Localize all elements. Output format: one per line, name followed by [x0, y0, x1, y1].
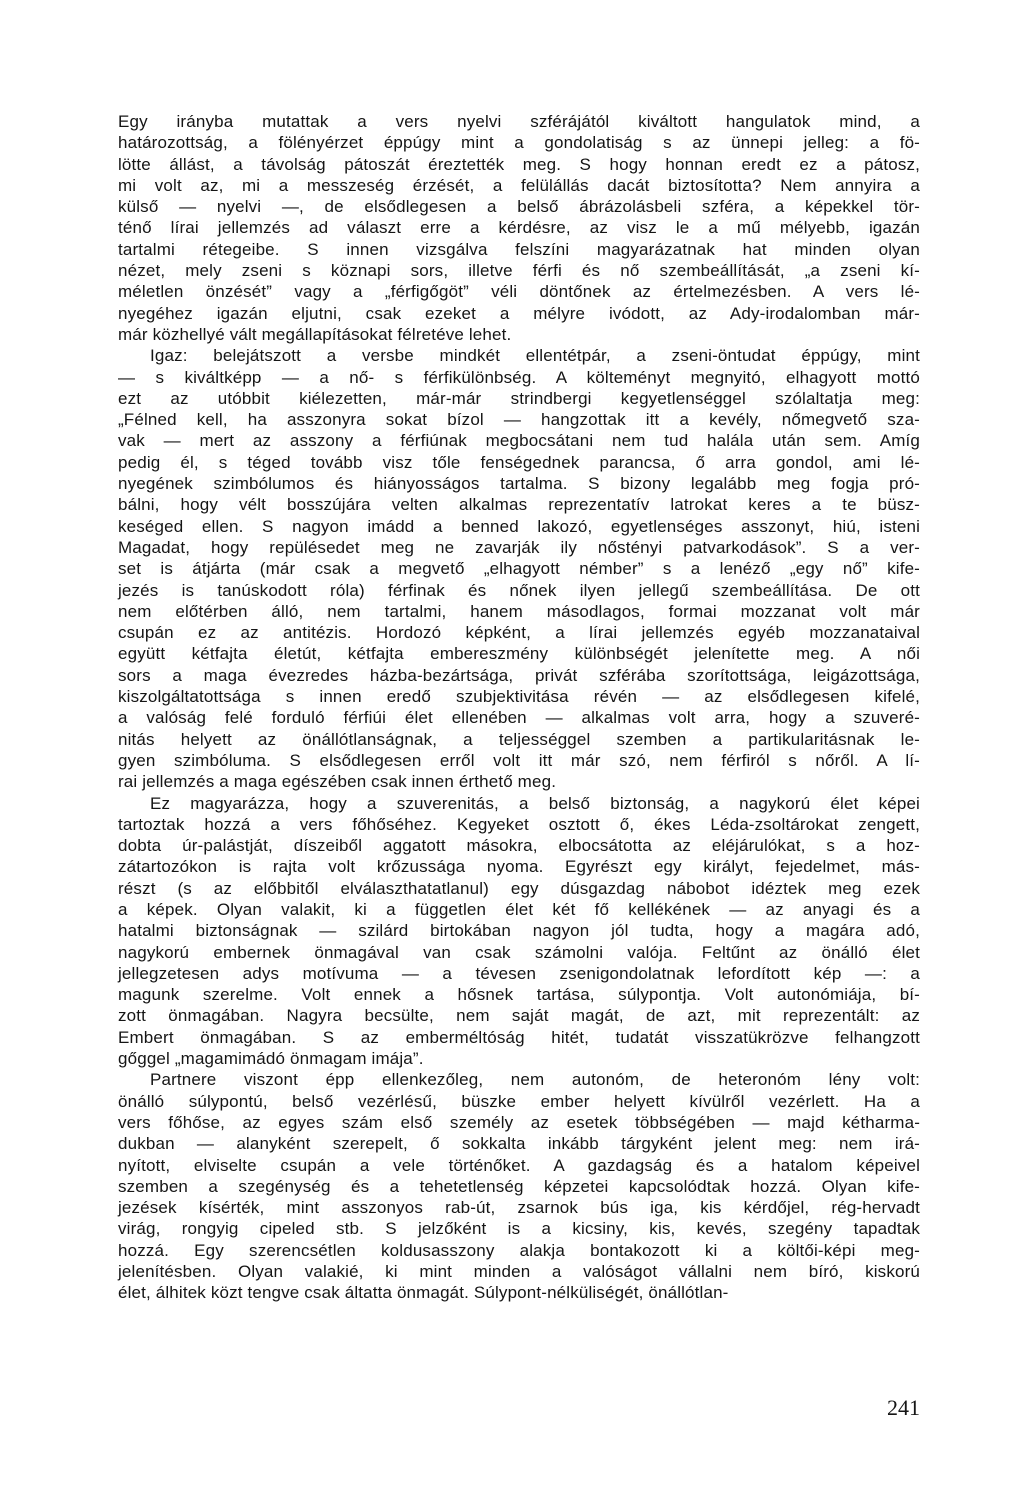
text-line: Egy irányba mutattak a vers nyelvi szférájától kiváltott hangulatok mind, a: [118, 112, 920, 131]
paragraph: [118, 793, 920, 1070]
text-line: lötte állást, a távolság pátoszát éreztették meg. S hogy honnan eredt ez a pátosz,: [118, 154, 920, 174]
text-line: külső — nyelvi —, de elsődlegesen a belső ábrázolásbeli szféra, a képekkel tör-: [118, 197, 920, 217]
text-line: Magadat, hogy repülésedet meg ne zavarják ily nőstényi patvarkodások”. S a ver-: [118, 537, 920, 557]
text-line: Partnere viszont épp ellenkezőleg, nem autonóm, de heteronóm lény volt:: [150, 1070, 920, 1090]
text-line: vak — mert az asszony a férfiúnak megbocsátani nem tud halála után sem. Amíg: [118, 431, 920, 451]
text-line: dukban — alanyként szerepelt, ő sokkalta inkább tárgyként jelent meg: nem irá-: [118, 1134, 920, 1154]
text-line: bálni, hogy vélt bosszújára velten alkalmas reprezentatív latrokat keres a te büsz-: [118, 495, 920, 515]
text-line: nitás helyett az önállótlanságnak, a teljességgel szemben a partikularitásnak le-: [118, 729, 920, 749]
text-line: Ez magyarázza, hogy a szuverenitás, a belső biztonság, a nagykorú élet képei: [150, 793, 920, 813]
page-number: 241: [887, 1395, 920, 1420]
text-line: rai jellemzés a maga egészében csak innen érthető meg.: [118, 772, 557, 792]
text-line: hozzá. Egy szerencsétlen koldusasszony alakja bontakozott ki a költői-képi meg-: [118, 1240, 920, 1260]
text-line: együtt kétfajta életút, kétfajta embereszmény különbségét jelenítette meg. A női: [118, 644, 920, 664]
text-line: önálló súlypontú, belső vezérlésű, büszke ember helyett kívülről vezérlett. Ha a: [118, 1091, 920, 1111]
text-line: magunk szerelme. Volt ennek a hősnek tartása, súlypontja. Volt autonómiája, bí-: [118, 985, 920, 1005]
paragraph: [118, 1069, 920, 1303]
text-line: méletlen önzését” vagy a „férfigőgöt” véli döntőnek az értelmezésben. A vers lé-: [118, 282, 920, 302]
text-line: ezt az utóbbit kiélezetten, már-már strindbergi kegyetlenséggel szólaltatja meg:: [118, 388, 920, 408]
text-line: részt (s az előbbitől elválaszthatatlanul) egy dúsgazdag nábobot idéztek meg ezek: [118, 878, 920, 898]
text-line: dobta úr-palástját, díszeiből aggatott másokra, elbocsátotta az eléjárulókat, s a hoz-: [118, 836, 920, 856]
text-line: gyen szimbóluma. S elsődlegesen erről volt itt már szó, nem férfiról s nőről. A lí-: [118, 750, 920, 770]
text-line: zátartozókon is rajta volt krőzussága nyoma. Egyrészt egy királyt, fejedelmet, más-: [118, 857, 920, 877]
text-line: ténő lírai jellemzés ad választ erre a kérdésre, az visz le a mű mélyebb, igazán: [118, 218, 920, 238]
text-line: nézet, mely zseni s köznapi sors, illetve férfi és nő szembeállítását, „a zseni kí-: [118, 261, 920, 281]
text-line: keséged ellen. S nagyon imádd a benned lakozó, egyetlenséges asszonyt, hiú, isteni: [118, 516, 920, 536]
text-line: nyegéhez igazán eljutni, csak ezeket a mélyre ivódott, az Ady-irodalomban már-: [118, 303, 920, 323]
text-line: tartoztak hozzá a vers főhőséhez. Kegyeket osztott ő, ékes Léda-zsoltárokat zengett,: [118, 814, 920, 834]
body-text: [118, 111, 920, 1304]
text-line: Igaz: belejátszott a versbe mindkét ellentétpár, a zseni-öntudat éppúgy, mint: [150, 346, 920, 366]
text-line: pedig él, s téged tovább visz tőle fenségednek parancsa, ő arra gondol, ami lé-: [118, 452, 920, 472]
text-line: csupán ez az antitézis. Hordozó képként, a lírai jellemzés egyéb mozzanataival: [118, 623, 920, 643]
text-line: élet, álhitek közt tengve csak áltatta önmagát. Súlypont-nélküliségét, önállótlan-: [118, 1283, 729, 1303]
text-line: nyegének szimbólumos és hiányosságos tartalma. S bizony legalább meg fogja pró-: [118, 474, 920, 494]
text-line: — s kiváltképp — a nő- s férfikülönbség. A költeményt megnyitó, elhagyott mottó: [118, 367, 920, 387]
text-line: vers főhőse, az egyes szám első személy az esetek többségében — majd kétharma-: [118, 1112, 920, 1132]
text-line: sors a maga évezredes házba-bezártsága, privát szférába szorítottsága, leigázottsága,: [118, 665, 920, 685]
text-line: virág, rongyig cipeled stb. S jelzőként is a kicsiny, kis, kevés, szegény tapadtak: [118, 1219, 920, 1239]
text-line: nyított, elviselte csupán a vele történőket. A gazdagság és a hatalom képeivel: [118, 1155, 920, 1175]
text-line: nem előtérben álló, nem tartalmi, hanem másodlagos, formai mozzanat volt már: [118, 601, 920, 621]
text-line: jellegzetesen adys motívuma — a tévesen zsenigondolatnak lefordított kép —: a: [118, 963, 920, 983]
text-line: a valóság felé forduló férfiúi élet ellenében — alkalmas volt arra, hogy a szuveré-: [118, 708, 920, 728]
text-line: jezés is tanúskodott róla) férfinak és nőnek ilyen jellegű szembeállítása. De ott: [118, 580, 920, 600]
text-line: jezések kísérték, mint asszonyos rab-út, zsarnok bús iga, kis kérdőjel, rég-hervadt: [118, 1198, 920, 1218]
text-line: kiszolgáltatottsága s innen eredő szubjektivitása révén — az elsődlegesen kifelé,: [118, 687, 920, 707]
text-line: tartalmi rétegeibe. S innen vizsgálva felszíni magyarázatnak hat minden olyan: [118, 239, 920, 259]
text-line: jelenítésben. Olyan valakié, ki mint minden a valóságot vállalni nem bíró, kiskorú: [118, 1262, 920, 1282]
text-line: zott önmagában. Nagyra becsülte, nem saját magát, de azt, mit reprezentált: az: [118, 1006, 920, 1026]
text-line: mi volt az, mi a messzeség érzését, a felülállás dacát biztosította? Nem annyira a: [118, 175, 920, 195]
text-line: nagykorú embernek önmagával van csak számolni valója. Feltűnt az önálló élet: [118, 942, 920, 962]
text-line: gőggel „magamimádó önmagam imája”.: [118, 1049, 424, 1069]
text-line: szemben a szegénység és a tehetetlenség képzetei kapcsolódtak hozzá. Olyan kife-: [118, 1176, 920, 1196]
text-line: hatalmi biztonságnak — szilárd birtokában nagyon jól tudta, hogy a magára adó,: [118, 921, 920, 941]
paragraph: [118, 111, 920, 345]
paragraph: [118, 345, 920, 792]
text-line: a képek. Olyan valakit, ki a független élet két fő kellékének — az anyagi és a: [118, 899, 920, 919]
text-line: set is átjárta (már csak a megvető „elhagyott némber” s a lenéző „egy nő” kife-: [118, 559, 920, 579]
text-line: „Félned kell, ha asszonyra sokat bízol — hangzottak itt a kevély, nőmegvető sza-: [118, 410, 920, 430]
text-line: Embert önmagában. S az emberméltóság hitét, tudatát visszatükrözve felhangzott: [118, 1027, 920, 1047]
text-line: határozottság, a fölényérzet éppúgy mint a gondolatiság s az ünnepi jelleg: a fö-: [118, 133, 920, 153]
text-line: már közhellyé vált megállapításokat félretéve lehet.: [118, 324, 512, 344]
